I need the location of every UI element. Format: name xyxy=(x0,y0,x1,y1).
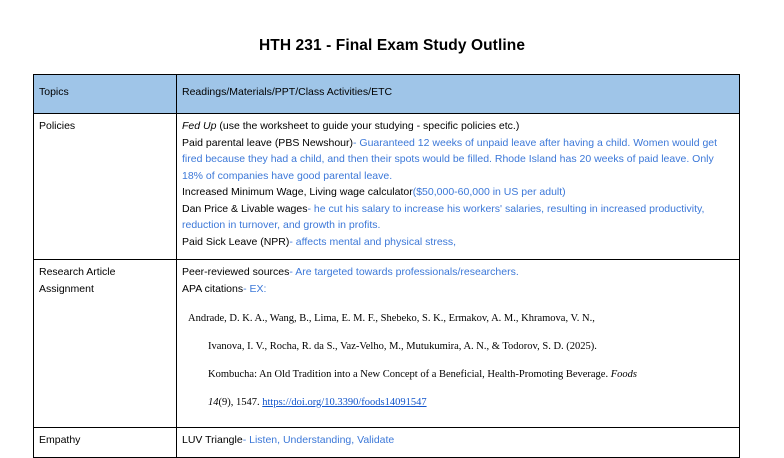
topic-label: Empathy xyxy=(39,434,81,446)
reference-doi-link[interactable]: https://doi.org/10.3390/foods14091547 xyxy=(262,397,427,408)
reference-volume: 14 xyxy=(208,397,219,408)
reference-volume-line xyxy=(188,395,735,411)
research-content xyxy=(177,260,739,427)
parental-leave-line xyxy=(182,135,735,185)
sick-leave-line xyxy=(182,234,735,251)
topic-cell xyxy=(34,114,177,260)
study-outline-table xyxy=(33,74,740,458)
fed-up-title: Fed Up xyxy=(182,120,217,132)
reference-journal: Foods xyxy=(610,369,637,380)
reference-title: Kombucha: An Old Tradition into a New Concept of a Beneficial, Health-Promoting Beverage. xyxy=(208,369,609,380)
fed-up-line xyxy=(182,118,735,135)
peer-reviewed-notes: - Are targeted towards professionals/researchers. xyxy=(289,266,519,278)
header-materials-label: Readings/Materials/PPT/Class Activities/ETC xyxy=(182,86,393,98)
apa-reference-example xyxy=(182,311,735,411)
materials-cell xyxy=(177,428,740,458)
luv-triangle-label: LUV Triangle xyxy=(182,434,243,446)
header-topics-label: Topics xyxy=(39,86,69,98)
reference-authors-2: Ivanova, I. V., Rocha, R. da S., Vaz-Velho, M., Mutukumira, A. N., & Todorov, S. D. (2025). xyxy=(208,341,597,352)
table-row-policies xyxy=(34,114,740,260)
reference-authors-1: Andrade, D. K. A., Wang, B., Lima, E. M. F., Shebeko, S. K., Ermakov, A. M., Khramova, V. N., xyxy=(188,313,595,324)
topic-cell xyxy=(34,428,177,458)
page-title: HTH 231 - Final Exam Study Outline xyxy=(258,37,526,54)
luv-triangle-line xyxy=(182,432,735,449)
apa-notes: - EX: xyxy=(243,282,267,295)
reference-title-line xyxy=(188,367,735,383)
parental-leave-label: Paid parental leave (PBS Newshour) xyxy=(182,136,354,149)
topic-cell xyxy=(34,260,177,428)
reference-issue-pages: (9), 1547. xyxy=(218,397,263,408)
sick-leave-notes: - affects mental and physical stress, xyxy=(289,235,457,248)
header-topics xyxy=(34,75,177,114)
topic-label: Policies xyxy=(39,120,76,132)
dan-price-label: Dan Price & Livable wages xyxy=(182,202,308,215)
peer-reviewed-label: Peer-reviewed sources xyxy=(182,266,290,278)
minimum-wage-line xyxy=(182,184,735,201)
apa-label: APA citations xyxy=(182,282,244,295)
table-header-row xyxy=(34,75,740,114)
peer-reviewed-line xyxy=(182,264,735,281)
minimum-wage-notes: ($50,000-60,000 in US per adult) xyxy=(412,186,566,198)
table-row-empathy xyxy=(34,428,740,458)
luv-triangle-notes: - Listen, Understanding, Validate xyxy=(242,434,395,446)
parental-leave-notes: - Guaranteed 12 weeks of unpaid leave after having a child. Women would get fired because they had a child, and then their spots would be filled. Rhode Island has 20 weeks of paid leave. Only 18% of companies have good parental leave. xyxy=(182,136,718,182)
apa-line xyxy=(182,281,735,298)
dan-price-line xyxy=(182,201,735,234)
empathy-content xyxy=(177,428,739,453)
minimum-wage-label: Increased Minimum Wage, Living wage calculator xyxy=(182,186,413,198)
topic-label: Research Article Assignment xyxy=(39,266,116,295)
materials-cell xyxy=(177,114,740,260)
materials-cell xyxy=(177,260,740,428)
header-materials xyxy=(177,75,740,114)
fed-up-note: (use the worksheet to guide your studying - specific policies etc.) xyxy=(216,120,520,132)
sick-leave-label: Paid Sick Leave (NPR) xyxy=(182,235,290,248)
table-row-research xyxy=(34,260,740,428)
dan-price-notes: - he cut his salary to increase his workers' salaries, resulting in increased productivity, reduction in turnover, and growth in profits. xyxy=(182,202,705,231)
policies-content xyxy=(177,114,739,254)
